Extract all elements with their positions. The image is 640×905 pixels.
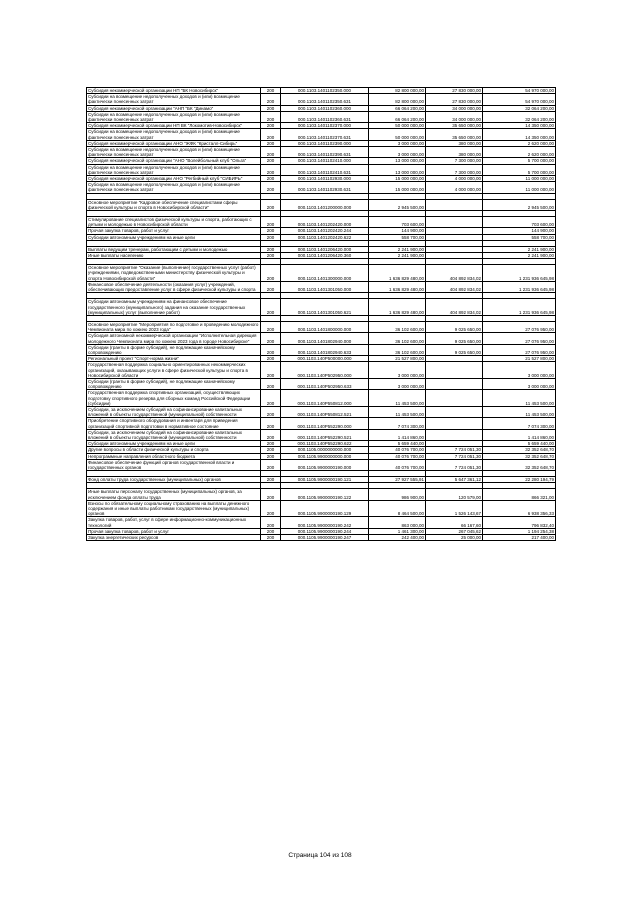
unexecuted-amount-cell: 21 527 800,00 [483,356,556,362]
classification-code-cell: 000.1103.140P552290.521 [281,429,369,440]
expense-name-cell: Прочая закупка товаров, работ и услуг [87,228,261,234]
line-code-cell: 200 [261,489,281,500]
expense-name-cell: Взносы по обязательному социальному страхованию на выплаты денежного содержания и иные выплаты работникам государственных (муниципальных) органов [87,500,261,517]
approved-amount-cell: 1 636 829 480,00 [369,299,426,316]
expense-name-cell: Другие вопросы в области физической культуры и спорта [87,447,261,453]
classification-code-cell: 000.1103.1401300000.000 [281,265,369,282]
expense-name-cell: Субсидии (гранты в форме субсидий), не подлежащие казначейскому сопровождению [87,344,261,355]
unexecuted-amount-cell: 1 194 254,38 [483,528,556,534]
classification-code-cell: 000.1103.140P552290.622 [281,441,369,447]
approved-amount-cell: 3 000 000,00 [369,140,426,146]
line-code-cell: 200 [261,164,281,175]
executed-amount-cell: 380 000,00 [426,147,483,158]
expense-name-cell: Государственная поддержка социально ориентированных некоммерческих организаций, оказывающих услуги в сфере физической культуры и спорта в Новосибирской области [87,362,261,379]
approved-amount-cell: 1 636 829 480,00 [369,265,426,282]
table-row [87,94,556,105]
unexecuted-amount-cell: 5 700 000,00 [483,158,556,164]
expense-name-cell: Субсидия некоммерческой организации "АНО "Волейбольный клуб "Ольга" [87,158,261,164]
table-row [87,378,556,389]
expense-name-cell: Выплаты ведущим тренерам, работающим с детьми и молодежью [87,246,261,252]
classification-code-cell: 000.1103.140P502950.633 [281,378,369,389]
budget-table-body [87,88,556,541]
unexecuted-amount-cell: 2 241 900,00 [483,246,556,252]
approved-amount-cell: 242 400,00 [369,535,426,541]
executed-amount-cell: 5 647 361,12 [426,477,483,483]
unexecuted-amount-cell: 3 000 000,00 [483,378,556,389]
unexecuted-amount-cell: 2 620 000,00 [483,147,556,158]
line-code-cell: 200 [261,217,281,228]
executed-amount-cell: 4 000 000,00 [426,182,483,193]
executed-amount-cell [426,378,483,389]
executed-amount-cell [426,406,483,417]
unexecuted-amount-cell: 11 453 500,00 [483,406,556,417]
executed-amount-cell: 66 167,60 [426,517,483,528]
classification-code-cell: 000.1105.9900000190.242 [281,517,369,528]
expense-name-cell: Основное мероприятие "Оказание (выполнение) государственных услуг (работ) учреждениями, подведомственными министерству физической культуры и спорта Новосибирской области" [87,265,261,282]
approved-amount-cell: 15 000 000,00 [369,176,426,182]
table-row [87,418,556,429]
line-code-cell: 200 [261,176,281,182]
executed-amount-cell: 7 724 051,30 [426,447,483,453]
line-code-cell: 200 [261,123,281,129]
table-row [87,406,556,417]
approved-amount-cell: 3 000 000,00 [369,362,426,379]
classification-code-cell: 000.1103.1401102370.000 [281,123,369,129]
line-code-cell: 200 [261,228,281,234]
classification-code-cell: 000.1103.1401102360.631 [281,111,369,122]
classification-code-cell: 000.1103.1401102350.000 [281,88,369,94]
line-code-cell: 200 [261,447,281,453]
executed-amount-cell: 7 724 051,30 [426,453,483,459]
table-row [87,299,556,316]
unexecuted-amount-cell: 11 000 000,00 [483,176,556,182]
executed-amount-cell: 7 300 000,00 [426,164,483,175]
line-code-cell: 200 [261,441,281,447]
line-code-cell: 200 [261,147,281,158]
executed-amount-cell: 35 650 000,00 [426,123,483,129]
expense-name-cell: Субсидия автономной некоммерческой организации "Исполнительная дирекция молодежного Чемпионата мира по хоккею 2023 года в городе Новосибирске" [87,333,261,344]
executed-amount-cell: 27 830 000,00 [426,94,483,105]
expense-name-cell: Субсидии на возмещение недополученных доходов и (или) возмещение фактически понесенных затрат [87,111,261,122]
unexecuted-amount-cell: 32 064 200,00 [483,105,556,111]
expense-name-cell: Субсидия некоммерческой организации АНО "Регбийный клуб "СИБИРЬ" [87,176,261,182]
page-footer [0,852,640,859]
classification-code-cell: 000.1105.9900000190.000 [281,459,369,470]
classification-code-cell: 000.1103.1401102390.631 [281,147,369,158]
unexecuted-amount-cell: 27 076 950,00 [483,321,556,332]
classification-code-cell: 000.1103.1401800000.000 [281,321,369,332]
executed-amount-cell [426,362,483,379]
classification-code-cell: 000.1103.1401206420.000 [281,246,369,252]
table-row [87,199,556,210]
table-row [87,217,556,228]
line-code-cell: 200 [261,234,281,240]
approved-amount-cell: 3 000 000,00 [369,147,426,158]
approved-amount-cell: 66 064 200,00 [369,111,426,122]
table-row [87,182,556,193]
unexecuted-amount-cell: 32 352 648,70 [483,459,556,470]
classification-code-cell: 000.1103.1401202420.244 [281,228,369,234]
classification-code-cell: 000.1105.0000000000.000 [281,447,369,453]
unexecuted-amount-cell: 866 321,00 [483,489,556,500]
expense-name-cell: Финансовое обеспечение деятельности (оказания услуг) учреждений, обеспечивающих предоставление услуг в сфере физической культуры и спорта [87,281,261,292]
approved-amount-cell: 7 074 300,00 [369,418,426,429]
line-code-cell: 200 [261,528,281,534]
line-code-cell: 200 [261,253,281,259]
classification-code-cell: 000.1105.9900000190.122 [281,489,369,500]
executed-amount-cell: 34 000 000,00 [426,105,483,111]
expense-name-cell: Непрограммные направления областного бюджета [87,453,261,459]
executed-amount-cell: 9 025 650,00 [426,321,483,332]
executed-amount-cell: 7 724 051,30 [426,459,483,470]
unexecuted-amount-cell: 1 231 936 645,98 [483,265,556,282]
unexecuted-amount-cell: 11 453 500,00 [483,390,556,407]
table-row [87,344,556,355]
approved-amount-cell: 50 000 000,00 [369,129,426,140]
executed-amount-cell [426,429,483,440]
classification-code-cell: 000.1103.1401102930.000 [281,176,369,182]
line-code-cell: 200 [261,333,281,344]
table-row [87,362,556,379]
approved-amount-cell: 36 102 600,00 [369,321,426,332]
unexecuted-amount-cell: 2 620 000,00 [483,140,556,146]
line-code-cell: 200 [261,500,281,517]
approved-amount-cell: 27 927 555,91 [369,477,426,483]
approved-amount-cell: 40 076 700,00 [369,459,426,470]
approved-amount-cell: 21 527 800,00 [369,356,426,362]
expense-name-cell: Основное мероприятие "Кадровое обеспечение специалистами сферы физической культуры и спорта в Новосибирской области" [87,199,261,210]
classification-code-cell: 000.1105.9900000190.247 [281,535,369,541]
executed-amount-cell [426,217,483,228]
executed-amount-cell: 25 000,00 [426,535,483,541]
line-code-cell: 200 [261,418,281,429]
classification-code-cell: 000.1103.140P550812.000 [281,390,369,407]
line-code-cell: 200 [261,105,281,111]
line-code-cell: 200 [261,517,281,528]
expense-name-cell: Прочая закупка товаров, работ и услуг [87,528,261,534]
table-row [87,129,556,140]
unexecuted-amount-cell: 2 945 500,00 [483,199,556,210]
unexecuted-amount-cell: 54 970 000,00 [483,88,556,94]
approved-amount-cell: 13 000 000,00 [369,164,426,175]
approved-amount-cell: 36 102 600,00 [369,333,426,344]
unexecuted-amount-cell: 14 350 000,00 [483,129,556,140]
unexecuted-amount-cell: 2 241 900,00 [483,253,556,259]
line-code-cell: 200 [261,299,281,316]
approved-amount-cell: 2 241 900,00 [369,246,426,252]
unexecuted-amount-cell: 6 938 356,33 [483,500,556,517]
classification-code-cell: 000.1105.9900000190.121 [281,477,369,483]
line-code-cell: 200 [261,429,281,440]
classification-code-cell: 000.1103.1401202420.000 [281,217,369,228]
approved-amount-cell: 82 800 000,00 [369,88,426,94]
approved-amount-cell: 13 000 000,00 [369,158,426,164]
executed-amount-cell: 9 025 650,00 [426,333,483,344]
line-code-cell: 200 [261,158,281,164]
classification-code-cell: 000.1103.1401102360.000 [281,105,369,111]
line-code-cell: 200 [261,111,281,122]
executed-amount-cell: 27 830 000,00 [426,88,483,94]
unexecuted-amount-cell: 14 350 000,00 [483,123,556,129]
line-code-cell: 200 [261,94,281,105]
executed-amount-cell: 4 000 000,00 [426,176,483,182]
unexecuted-amount-cell: 7 074 300,00 [483,418,556,429]
expense-name-cell: Субсидии на возмещение недополученных доходов и (или) возмещение фактически понесенных затрат [87,129,261,140]
table-row [87,500,556,517]
expense-name-cell: Приобретение спортивного оборудования и инвентаря для приведения организаций спортивной подготовки в нормативное состояние [87,418,261,429]
classification-code-cell: 000.1103.1401200000.000 [281,199,369,210]
approved-amount-cell: 50 000 000,00 [369,123,426,129]
expense-name-cell: Закупка товаров, работ, услуг в сфере информационно-коммуникационных технологий [87,517,261,528]
page-number-label: Страница 104 из 108 [288,852,352,859]
table-row [87,489,556,500]
approved-amount-cell: 66 064 200,00 [369,105,426,111]
classification-code-cell: 000.1103.1401802940.000 [281,333,369,344]
line-code-cell: 200 [261,390,281,407]
line-code-cell: 200 [261,182,281,193]
expense-name-cell: Субсидии на возмещение недополученных доходов и (или) возмещение фактически понесенных затрат [87,147,261,158]
table-row [87,265,556,282]
line-code-cell: 200 [261,453,281,459]
approved-amount-cell: 863 000,00 [369,517,426,528]
unexecuted-amount-cell: 3 000 000,00 [483,362,556,379]
classification-code-cell: 000.1103.1401102350.631 [281,94,369,105]
unexecuted-amount-cell: 22 280 194,79 [483,477,556,483]
table-row [87,517,556,528]
classification-code-cell: 000.1103.1401301050.000 [281,281,369,292]
unexecuted-amount-cell: 54 970 000,00 [483,94,556,105]
line-code-cell: 200 [261,88,281,94]
table-row [87,147,556,158]
line-code-cell: 200 [261,459,281,470]
classification-code-cell: 000.1103.1401102390.000 [281,140,369,146]
classification-code-cell: 000.1103.1401301050.621 [281,299,369,316]
approved-amount-cell: 11 453 500,00 [369,406,426,417]
line-code-cell: 200 [261,535,281,541]
table-row [87,281,556,292]
classification-code-cell: 000.1103.1401202420.622 [281,234,369,240]
line-code-cell: 200 [261,281,281,292]
classification-code-cell: 000.1103.1401802940.633 [281,344,369,355]
unexecuted-amount-cell: 144 900,00 [483,228,556,234]
executed-amount-cell: 404 892 834,02 [426,281,483,292]
expense-name-cell: Субсидии, за исключением субсидий на софинансирование капитальных вложений в объекты государственной (муниципальной) собственности [87,429,261,440]
expense-name-cell: Субсидия некоммерческой организации НП ВК "Локомотив-Новосибирск" [87,123,261,129]
classification-code-cell: 000.1103.140P552290.000 [281,418,369,429]
table-row [87,164,556,175]
budget-report-sheet [86,87,555,541]
unexecuted-amount-cell: 11 000 000,00 [483,182,556,193]
expense-name-cell: Субсидия некоммерческой организации НП "БК Новосибирск" [87,88,261,94]
approved-amount-cell: 558 700,00 [369,234,426,240]
unexecuted-amount-cell: 5 700 000,00 [483,164,556,175]
expense-name-cell: Субсидия некоммерческой организации АНО "ЖФК "Кристалл-Сибирь" [87,140,261,146]
line-code-cell: 200 [261,362,281,379]
expense-name-cell: Субсидии автономным учреждениям на иные цели [87,441,261,447]
approved-amount-cell: 40 076 700,00 [369,453,426,459]
approved-amount-cell: 703 600,00 [369,217,426,228]
executed-amount-cell: 7 300 000,00 [426,158,483,164]
approved-amount-cell: 2 241 900,00 [369,253,426,259]
line-code-cell: 200 [261,140,281,146]
expense-name-cell: Субсидии на возмещение недополученных доходов и (или) возмещение фактически понесенных затрат [87,182,261,193]
approved-amount-cell: 8 464 500,00 [369,500,426,517]
line-code-cell: 200 [261,246,281,252]
executed-amount-cell: 267 045,62 [426,528,483,534]
line-code-cell: 200 [261,344,281,355]
unexecuted-amount-cell: 27 076 950,00 [483,344,556,355]
classification-code-cell: 000.1103.1401102370.631 [281,129,369,140]
executed-amount-cell: 35 650 000,00 [426,129,483,140]
executed-amount-cell: 34 000 000,00 [426,111,483,122]
classification-code-cell: 000.1103.140P500000.000 [281,356,369,362]
unexecuted-amount-cell: 5 659 440,00 [483,441,556,447]
classification-code-cell: 000.1103.1401102410.631 [281,164,369,175]
line-code-cell: 200 [261,129,281,140]
classification-code-cell: 000.1105.9900000190.244 [281,528,369,534]
expense-name-cell: Субсидии, за исключением субсидий на софинансирование капитальных вложений в объекты государственной (муниципальной) собственности [87,406,261,417]
classification-code-cell: 000.1105.9900000190.129 [281,500,369,517]
approved-amount-cell: 15 000 000,00 [369,182,426,193]
budget-table [86,87,556,541]
approved-amount-cell: 986 900,00 [369,489,426,500]
table-row [87,390,556,407]
table-row [87,459,556,470]
table-row [87,429,556,440]
approved-amount-cell: 1 461 300,00 [369,528,426,534]
approved-amount-cell: 1 636 829 480,00 [369,281,426,292]
classification-code-cell: 000.1103.1401102410.000 [281,158,369,164]
unexecuted-amount-cell: 1 414 860,00 [483,429,556,440]
approved-amount-cell: 36 102 600,00 [369,344,426,355]
executed-amount-cell: 120 579,00 [426,489,483,500]
classification-code-cell: 000.1103.140P502950.000 [281,362,369,379]
classification-code-cell: 000.1105.9900000000.000 [281,453,369,459]
unexecuted-amount-cell: 558 700,00 [483,234,556,240]
expense-name-cell: Иные выплаты населению [87,253,261,259]
executed-amount-cell: 1 526 143,67 [426,500,483,517]
executed-amount-cell: 404 892 834,02 [426,265,483,282]
approved-amount-cell: 2 945 500,00 [369,199,426,210]
expense-name-cell: Субсидии автономным учреждениям на финансовое обеспечение государственного (муниципального) задания на оказание государственных (муниципальных) услуг (выполнение работ) [87,299,261,316]
approved-amount-cell: 5 659 440,00 [369,441,426,447]
table-row [87,535,556,541]
expense-name-cell: Основное мероприятие "Мероприятия по подготовке и проведению молодежного Чемпионата мира по хоккею 2023 года" [87,321,261,332]
expense-name-cell: Иные выплаты персоналу государственных (муниципальных) органов, за исключением фонда оплаты труда [87,489,261,500]
classification-code-cell: 000.1103.140P550812.521 [281,406,369,417]
approved-amount-cell: 3 000 000,00 [369,378,426,389]
expense-name-cell: Стимулирование специалистов физической культуры и спорта, работающих с детьми и молодежью в Новосибирской области [87,217,261,228]
expense-name-cell: Региональный проект "Спорт-норма жизни" [87,356,261,362]
unexecuted-amount-cell: 32 352 648,70 [483,447,556,453]
classification-code-cell: 000.1103.1401102930.631 [281,182,369,193]
expense-name-cell: Государственная поддержка спортивных организаций, осуществляющих подготовку спортивного резерва для сборных команд Российской Федерации (субсидии) [87,390,261,407]
executed-amount-cell [426,418,483,429]
expense-name-cell: Закупка энергетических ресурсов [87,535,261,541]
expense-name-cell: Финансовое обеспечение функций органов государственной власти и государственных органов [87,459,261,470]
executed-amount-cell: 9 025 650,00 [426,344,483,355]
expense-name-cell: Субсидии на возмещение недополученных доходов и (или) возмещение фактически понесенных затрат [87,94,261,105]
expense-name-cell: Субсидии (гранты в форме субсидий), не подлежащие казначейскому сопровождению [87,378,261,389]
line-code-cell: 200 [261,265,281,282]
unexecuted-amount-cell: 27 076 950,00 [483,333,556,344]
expense-name-cell: Субсидия некоммерческой организации "АНП "БК "Динамо" [87,105,261,111]
expense-name-cell: Субсидии автономным учреждениям на иные цели [87,234,261,240]
executed-amount-cell [426,199,483,210]
classification-code-cell: 000.1103.1401206420.360 [281,253,369,259]
line-code-cell: 200 [261,406,281,417]
unexecuted-amount-cell: 796 832,40 [483,517,556,528]
table-row [87,321,556,332]
line-code-cell: 200 [261,356,281,362]
expense-name-cell: Субсидии на возмещение недополученных доходов и (или) возмещение фактически понесенных затрат [87,164,261,175]
unexecuted-amount-cell: 32 352 648,70 [483,453,556,459]
unexecuted-amount-cell: 1 231 936 645,98 [483,281,556,292]
executed-amount-cell [426,390,483,407]
unexecuted-amount-cell: 703 600,00 [483,217,556,228]
unexecuted-amount-cell: 1 231 936 645,98 [483,299,556,316]
approved-amount-cell: 82 800 000,00 [369,94,426,105]
unexecuted-amount-cell: 32 064 200,00 [483,111,556,122]
executed-amount-cell: 380 000,00 [426,140,483,146]
expense-name-cell: Фонд оплаты труда государственных (муниципальных) органов [87,477,261,483]
line-code-cell: 200 [261,199,281,210]
line-code-cell: 200 [261,378,281,389]
line-code-cell: 200 [261,477,281,483]
table-row [87,333,556,344]
approved-amount-cell: 40 076 700,00 [369,447,426,453]
approved-amount-cell: 1 414 860,00 [369,429,426,440]
line-code-cell: 200 [261,321,281,332]
unexecuted-amount-cell: 217 400,00 [483,535,556,541]
approved-amount-cell: 144 900,00 [369,228,426,234]
approved-amount-cell: 11 453 500,00 [369,390,426,407]
executed-amount-cell: 404 892 834,02 [426,299,483,316]
table-row [87,111,556,122]
